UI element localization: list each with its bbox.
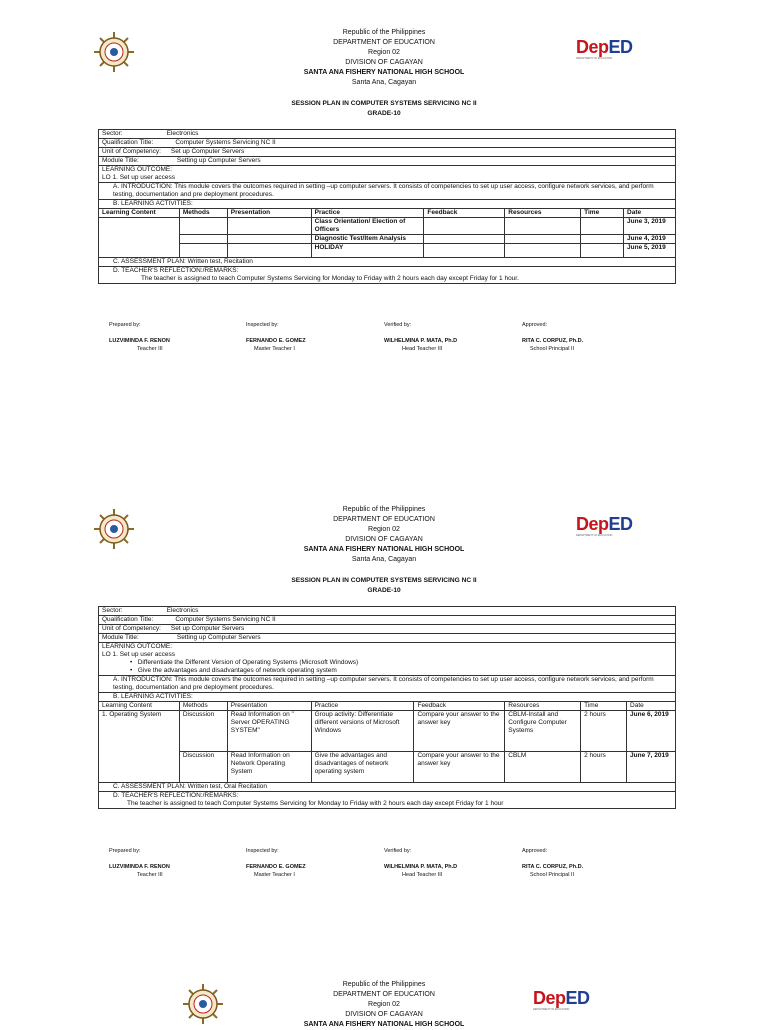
col-date: Date bbox=[627, 702, 676, 711]
approved-label: Approved: bbox=[522, 848, 548, 854]
table-row bbox=[99, 244, 676, 258]
approved-name: RITA C. CORPUZ, Ph.D. bbox=[522, 864, 584, 870]
col-date: Date bbox=[624, 209, 676, 218]
date-cell: June 6, 2019 bbox=[627, 711, 676, 752]
republic-line: Republic of the Philippines bbox=[342, 506, 426, 513]
col-methods: Methods bbox=[179, 702, 227, 711]
department-line: DEPARTMENT OF EDUCATION bbox=[333, 516, 435, 523]
resources-cell: CBLM bbox=[505, 752, 581, 783]
table-row bbox=[99, 267, 676, 284]
practice-cell: Group activity: Differentiate different versions of Microsoft Windows bbox=[311, 711, 414, 752]
lo1-text: LO 1. Set up user access bbox=[102, 651, 175, 658]
session-plan-page-2 bbox=[0, 477, 768, 897]
prepared-name: LUZVIMINDA F. RENON bbox=[109, 864, 170, 870]
introduction-text: A. INTRODUCTION: This module covers the outcomes required in setting –up computer servers. It consists of competencies to set up user access, configure network services, and perform testing, documentation and pre deployment procedures. bbox=[99, 183, 676, 200]
deped-logo-sub: DEPARTMENT OF EDUCATION bbox=[533, 1008, 570, 1011]
inspected-name: FERNANDO E. GOMEZ bbox=[246, 338, 306, 344]
table-row bbox=[99, 752, 676, 783]
verified-label: Verified by: bbox=[384, 322, 412, 328]
deped-logo-part: ED bbox=[565, 988, 590, 1008]
assessment-plan: C. ASSESSMENT PLAN: Written test, Oral Recitation bbox=[99, 783, 676, 792]
objective-text: Differentiate the Different Version of Operating Systems (Microsoft Windows) bbox=[137, 659, 359, 666]
objective-bullet: • Differentiate the Different Version of Operating Systems (Microsoft Windows) bbox=[130, 659, 359, 666]
table-row bbox=[99, 218, 676, 235]
table-row bbox=[99, 130, 676, 139]
objective-bullet: • Give the advantages and disadvantages of network operating system bbox=[130, 667, 337, 674]
division-line: DIVISION OF CAGAYAN bbox=[345, 536, 423, 543]
methods-cell: Discussion bbox=[179, 711, 227, 752]
sector-value: Electronics bbox=[166, 130, 199, 137]
deped-logo-sub: DEPARTMENT OF EDUCATION bbox=[576, 534, 613, 537]
col-presentation: Presentation bbox=[227, 209, 311, 218]
verified-name: WILHELMINA P. MATA, Ph.D bbox=[384, 864, 458, 870]
time-cell: 2 hours bbox=[581, 711, 627, 752]
learning-content-cell: 1. Operating System bbox=[99, 711, 180, 783]
page-title bbox=[0, 576, 768, 596]
presentation-cell: Read Information on " Server OPERATING SYSTEM" bbox=[227, 711, 311, 752]
prepared-name: LUZVIMINDA F. RENON bbox=[109, 338, 170, 344]
unit-label: Unit of Competency: bbox=[102, 148, 161, 155]
sector-label: Sector: bbox=[102, 607, 123, 614]
feedback-cell: Compare your answer to the answer key bbox=[414, 752, 505, 783]
date-cell: June 7, 2019 bbox=[627, 752, 676, 783]
reflection-text: The teacher is assigned to teach Computer Systems Servicing for Monday to Friday with 2 hours each day except Friday for 1 hour. bbox=[141, 275, 519, 282]
col-feedback: Feedback bbox=[424, 209, 505, 218]
division-line: DIVISION OF CAGAYAN bbox=[345, 59, 423, 66]
unit-value: Set up Computer Servers bbox=[170, 625, 245, 632]
deped-logo-part: Dep bbox=[576, 37, 609, 57]
deped-logo-text bbox=[576, 514, 632, 534]
introduction-text: A. INTRODUCTION: This module covers the outcomes required in setting –up computer servers. It consists of competencies to set up user access, configure network services, and perform testing, documentation and pre deployment procedures. bbox=[99, 676, 676, 693]
document-header bbox=[0, 980, 768, 1030]
republic-line: Republic of the Philippines bbox=[342, 981, 426, 988]
deped-logo-text bbox=[576, 37, 632, 57]
date-cell: June 3, 2019 bbox=[624, 218, 676, 235]
inspected-position: Master Teacher I bbox=[254, 872, 295, 878]
qualification-value: Computer Systems Servicing NC II bbox=[175, 139, 276, 146]
school-name: SANTA ANA FISHERY NATIONAL HIGH SCHOOL bbox=[303, 546, 465, 553]
deped-logo bbox=[576, 514, 632, 540]
plan-title: SESSION PLAN IN COMPUTER SYSTEMS SERVICING NC II bbox=[291, 577, 477, 584]
document-header bbox=[0, 505, 768, 565]
approved-name: RITA C. CORPUZ, Ph.D. bbox=[522, 338, 584, 344]
col-presentation: Presentation bbox=[227, 702, 311, 711]
practice-cell: HOLIDAY bbox=[311, 244, 424, 258]
table-row bbox=[99, 166, 676, 183]
verified-position: Head Teacher III bbox=[402, 872, 443, 878]
resources-cell: CBLM-Install and Configure Computer Systems bbox=[505, 711, 581, 752]
approved-position: School Principal II bbox=[530, 872, 575, 878]
qualification-label: Qualification Title: bbox=[102, 139, 154, 146]
table-row bbox=[99, 792, 676, 809]
verified-name: WILHELMINA P. MATA, Ph.D bbox=[384, 338, 458, 344]
session-plan-page-1 bbox=[0, 0, 768, 352]
plan-title: SESSION PLAN IN COMPUTER SYSTEMS SERVICING NC II bbox=[291, 100, 477, 107]
region-line: Region 02 bbox=[368, 1001, 400, 1008]
practice-cell: Class Orientation/ Election of Officers bbox=[311, 218, 424, 235]
deped-logo bbox=[576, 37, 632, 63]
assessment-plan: C. ASSESSMENT PLAN: Written test, Recitation bbox=[99, 258, 676, 267]
sector-value: Electronics bbox=[166, 607, 199, 614]
table-row bbox=[99, 157, 676, 166]
table-row bbox=[99, 235, 676, 244]
school-location: Santa Ana, Cagayan bbox=[351, 556, 417, 563]
table-row bbox=[99, 183, 676, 200]
approved-position: School Principal II bbox=[530, 346, 575, 352]
inspected-name: FERNANDO E. GOMEZ bbox=[246, 864, 306, 870]
objective-text: Give the advantages and disadvantages of network operating system bbox=[137, 667, 337, 674]
activities-label: B. LEARNING ACTIVITIES: bbox=[99, 200, 676, 209]
table-row bbox=[99, 783, 676, 792]
table-header-row bbox=[99, 702, 676, 711]
prepared-position: Teacher III bbox=[137, 346, 163, 352]
col-practice: Practice bbox=[311, 209, 424, 218]
prepared-label: Prepared by: bbox=[109, 322, 141, 328]
table-row bbox=[99, 148, 676, 157]
col-resources: Resources bbox=[505, 209, 581, 218]
grade-level: GRADE-10 bbox=[367, 110, 401, 117]
reflection-label: D. TEACHER'S REFLECTION:/REMARKS: bbox=[113, 267, 239, 274]
methods-cell: Discussion bbox=[179, 752, 227, 783]
session-plan-table bbox=[98, 129, 676, 284]
prepared-position: Teacher III bbox=[137, 872, 163, 878]
module-label: Module Title: bbox=[102, 634, 139, 641]
table-row bbox=[99, 139, 676, 148]
region-line: Region 02 bbox=[368, 49, 400, 56]
grade-level: GRADE-10 bbox=[367, 587, 401, 594]
department-line: DEPARTMENT OF EDUCATION bbox=[333, 991, 435, 998]
module-value: Setting up Computer Servers bbox=[176, 157, 261, 164]
school-name: SANTA ANA FISHERY NATIONAL HIGH SCHOOL bbox=[303, 1021, 465, 1028]
module-value: Setting up Computer Servers bbox=[176, 634, 261, 641]
table-row bbox=[99, 711, 676, 752]
col-learning-content: Learning Content bbox=[99, 702, 180, 711]
school-location: Santa Ana, Cagayan bbox=[351, 79, 417, 86]
feedback-cell: Compare your answer to the answer key bbox=[414, 711, 505, 752]
practice-cell: Diagnostic Test/Item Analysis bbox=[311, 235, 424, 244]
page-title bbox=[0, 99, 768, 119]
table-row bbox=[99, 643, 676, 676]
table-row bbox=[99, 607, 676, 616]
region-line: Region 02 bbox=[368, 526, 400, 533]
inspected-label: Inspected by: bbox=[246, 322, 279, 328]
unit-label: Unit of Competency: bbox=[102, 625, 161, 632]
document-header bbox=[0, 28, 768, 88]
deped-logo-part: Dep bbox=[576, 514, 609, 534]
qualification-value: Computer Systems Servicing NC II bbox=[175, 616, 276, 623]
deped-logo-part: Dep bbox=[533, 988, 566, 1008]
module-label: Module Title: bbox=[102, 157, 139, 164]
prepared-label: Prepared by: bbox=[109, 848, 141, 854]
lo1-text: LO 1. Set up user access bbox=[102, 174, 175, 181]
outcome-label: LEARNING OUTCOME: bbox=[102, 643, 173, 650]
verified-label: Verified by: bbox=[384, 848, 412, 854]
outcome-label: LEARNING OUTCOME: bbox=[102, 166, 173, 173]
col-learning-content: Learning Content bbox=[99, 209, 180, 218]
inspected-label: Inspected by: bbox=[246, 848, 279, 854]
verified-position: Head Teacher III bbox=[402, 346, 443, 352]
presentation-cell: Read Information on Network Operating System bbox=[227, 752, 311, 783]
table-row bbox=[99, 258, 676, 267]
session-plan-table bbox=[98, 606, 676, 809]
school-name: SANTA ANA FISHERY NATIONAL HIGH SCHOOL bbox=[303, 69, 465, 76]
republic-line: Republic of the Philippines bbox=[342, 29, 426, 36]
deped-logo-part: ED bbox=[608, 37, 633, 57]
table-row bbox=[99, 634, 676, 643]
reflection-text: The teacher is assigned to teach Computer Systems Servicing for Monday to Friday with 2 hours each day except Friday for 1 hour bbox=[127, 800, 504, 807]
col-time: Time bbox=[581, 702, 627, 711]
table-row bbox=[99, 200, 676, 209]
practice-cell: Give the advantages and disadvantages of network operating system bbox=[311, 752, 414, 783]
deped-logo-text bbox=[533, 988, 589, 1008]
division-line: DIVISION OF CAGAYAN bbox=[345, 1011, 423, 1018]
table-row bbox=[99, 616, 676, 625]
table-row bbox=[99, 693, 676, 702]
col-practice: Practice bbox=[311, 702, 414, 711]
deped-logo-part: ED bbox=[608, 514, 633, 534]
inspected-position: Master Teacher I bbox=[254, 346, 295, 352]
col-resources: Resources bbox=[505, 702, 581, 711]
time-cell: 2 hours bbox=[581, 752, 627, 783]
col-feedback: Feedback bbox=[414, 702, 505, 711]
table-row bbox=[99, 625, 676, 634]
session-plan-page-3 bbox=[0, 952, 768, 1028]
date-cell: June 5, 2019 bbox=[624, 244, 676, 258]
qualification-label: Qualification Title: bbox=[102, 616, 154, 623]
deped-logo bbox=[533, 988, 589, 1014]
sector-label: Sector: bbox=[102, 130, 123, 137]
unit-value: Set up Computer Servers bbox=[170, 148, 245, 155]
department-line: DEPARTMENT OF EDUCATION bbox=[333, 39, 435, 46]
table-row bbox=[99, 676, 676, 693]
activities-label: B. LEARNING ACTIVITIES: bbox=[99, 693, 676, 702]
deped-logo-sub: DEPARTMENT OF EDUCATION bbox=[576, 57, 613, 60]
col-time: Time bbox=[581, 209, 624, 218]
date-cell: June 4, 2019 bbox=[624, 235, 676, 244]
col-methods: Methods bbox=[179, 209, 227, 218]
table-header-row bbox=[99, 209, 676, 218]
approved-label: Approved: bbox=[522, 322, 548, 328]
reflection-label: D. TEACHER'S REFLECTION:/REMARKS: bbox=[113, 792, 239, 799]
